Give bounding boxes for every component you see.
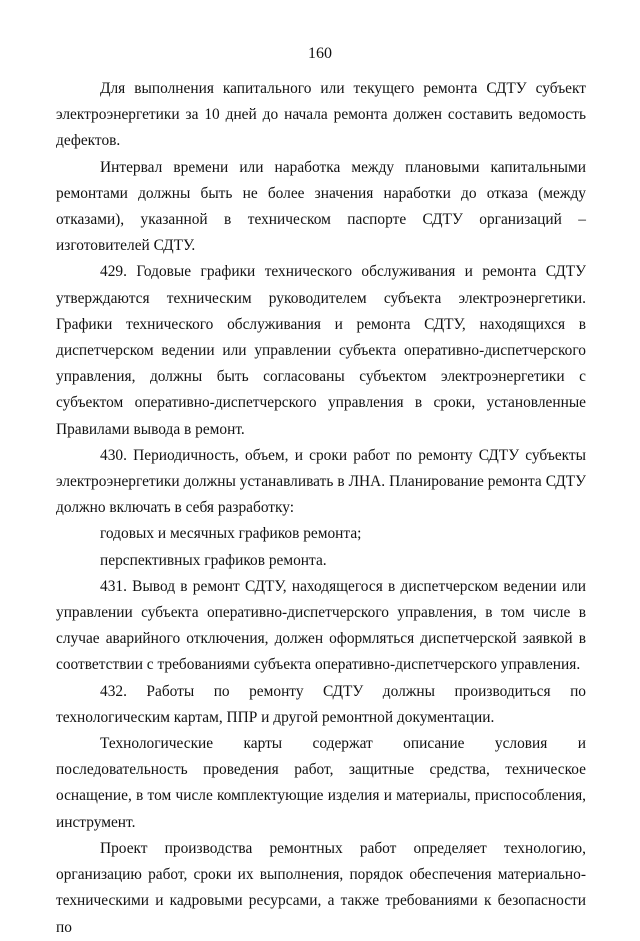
list-item-annual-schedules: годовых и месячных графиков ремонта; <box>100 525 362 543</box>
paragraph-work-project: Проект производства ремонтных работ определяет технологию, организацию работ, сроки их выполнения, порядок обеспечения материально-техническими и кадровыми ресурсами, а также требованиями к безопасности по <box>56 839 586 936</box>
paragraph-432: 432. Работы по ремонту СДТУ должны производиться по технологическим картам, ППР и другой ремонтной документации. <box>56 682 586 726</box>
document-body <box>56 76 586 941</box>
page-number: 160 <box>308 45 332 62</box>
list-item-long-term-schedules: перспективных графиков ремонта. <box>100 551 327 569</box>
paragraph-repair-interval: Интервал времени или наработка между плановыми капитальными ремонтами должны быть не более значения наработки до отказа (между отказами), указанной в техническом паспорте СДТУ организаций – изготовителей СДТУ. <box>56 158 586 255</box>
paragraph-430: 430. Периодичность, объем, и сроки работ по ремонту СДТУ субъекты электроэнергетики должны устанавливать в ЛНА. Планирование ремонта СДТУ должно включать в себя разработку: <box>56 446 586 517</box>
paragraph-defect-list: Для выполнения капитального или текущего ремонта СДТУ субъект электроэнергетики за 10 дней до начала ремонта должен составить ведомость дефектов. <box>56 80 586 150</box>
paragraph-431: 431. Вывод в ремонт СДТУ, находящегося в диспетчерском ведении или управлении субъекта оперативно-диспетчерского управления, в том числе в случае аварийного отключения, должен оформляться диспетчерской заявкой в соответствии с требованиями субъекта оперативно-диспетчерского управления. <box>56 577 586 674</box>
paragraph-429: 429. Годовые графики технического обслуживания и ремонта СДТУ утверждаются техническим руководителем субъекта электроэнергетики. Графики технического обслуживания и ремонта СДТУ, находящихся в диспетчерском ведении или управлении субъекта оперативно-диспетчерского управления, должны быть согласованы субъектом электроэнергетики с субъектом оперативно-диспетчерского управления в сроки, установленные Правилами вывода в ремонт. <box>56 263 586 438</box>
paragraph-tech-cards: Технологические карты содержат описание условия и последовательность проведения работ, защитные средства, техническое оснащение, в том числе комплектующие изделия и материалы, приспособления, инструмент. <box>56 735 586 831</box>
